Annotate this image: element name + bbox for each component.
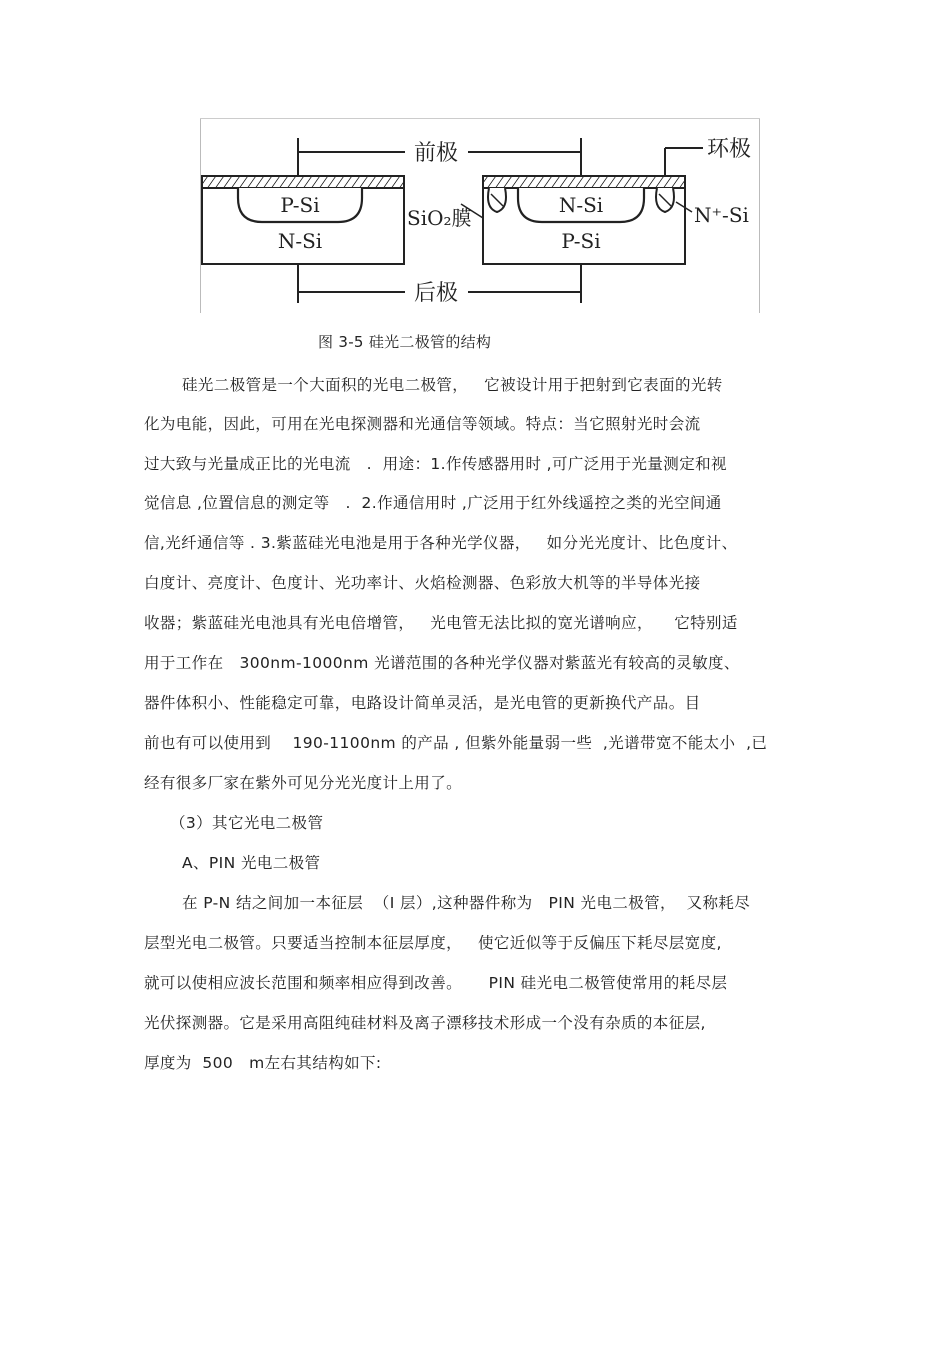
sio2-film-label: SiO₂膜	[407, 206, 472, 230]
body-line: 收器；紫蓝硅光电池具有光电倍增管， 光电管无法比拟的宽光谱响应， 它特别适	[144, 614, 738, 632]
body-line: 信,光纤通信等 . 3.紫蓝硅光电池是用于各种光学仪器， 如分光光度计、比色度计、	[144, 534, 738, 552]
body-line: 在 P-N 结之间加一本征层 （I 层）,这种器件称为 PIN 光电二极管， 又称耗尽	[182, 894, 751, 912]
body-line: 硅光二极管是一个大面积的光电二极管， 它被设计用于把射到它表面的光转	[182, 376, 723, 394]
right-p-si-label: P-Si	[561, 229, 601, 253]
body-line: 光伏探测器。它是采用高阻纯硅材料及离子漂移技术形成一个没有杂质的本征层,	[144, 1014, 706, 1032]
body-line: 用于工作在 300nm-1000nm 光谱范围的各种光学仪器对紫蓝光有较高的灵敏度、	[144, 654, 740, 672]
body-line: 过大致与光量成正比的光电流 . 用途：1.作传感器用时 ,可广泛用于光量测定和视	[144, 455, 727, 473]
left-n-si-label: N-Si	[277, 229, 323, 253]
nplus-si-label: N⁺-Si	[694, 203, 749, 227]
body-line: 前也有可以使用到 190-1100nm 的产品 , 但紫外能量弱一些 ,光谱带宽不能太小 ,已	[144, 734, 768, 752]
body-line: 层型光电二极管。只要适当控制本征层厚度， 使它近似等于反偏压下耗尽层宽度,	[144, 934, 722, 952]
back-electrode-label: 后极	[413, 281, 459, 306]
body-line: 厚度为 500 m左右其结构如下:	[144, 1054, 382, 1072]
subsection-heading: A、PIN 光电二极管	[182, 854, 321, 872]
ring-electrode-label: 环极	[707, 137, 752, 162]
right-diode-diagram	[461, 138, 703, 303]
body-line: 就可以使相应波长范围和频率相应得到改善。 PIN 硅光电二极管使常用的耗尽层	[144, 974, 728, 992]
left-p-si-label: P-Si	[280, 193, 320, 217]
body-line: 器件体积小、性能稳定可靠，电路设计简单灵活，是光电管的更新换代产品。目	[144, 694, 701, 712]
front-electrode-label: 前极	[413, 141, 459, 166]
body-line: 白度计、亮度计、色度计、光功率计、火焰检测器、色彩放大机等的半导体光接	[144, 574, 701, 592]
photodiode-structure-figure	[200, 118, 760, 313]
body-line: 经有很多厂家在紫外可见分光光度计上用了。	[144, 774, 463, 792]
left-diode-diagram	[202, 138, 405, 303]
right-n-si-label: N-Si	[558, 193, 604, 217]
body-line: 化为电能，因此，可用在光电探测器和光通信等领域。特点：当它照射光时会流	[144, 415, 701, 433]
section-heading: （3）其它光电二极管	[170, 814, 324, 832]
figure-caption: 图 3-5 硅光二极管的结构	[318, 333, 492, 351]
body-line: 觉信息 ,位置信息的测定等 . 2.作通信用时 ,广泛用于红外线遥控之类的光空间通	[144, 494, 722, 512]
